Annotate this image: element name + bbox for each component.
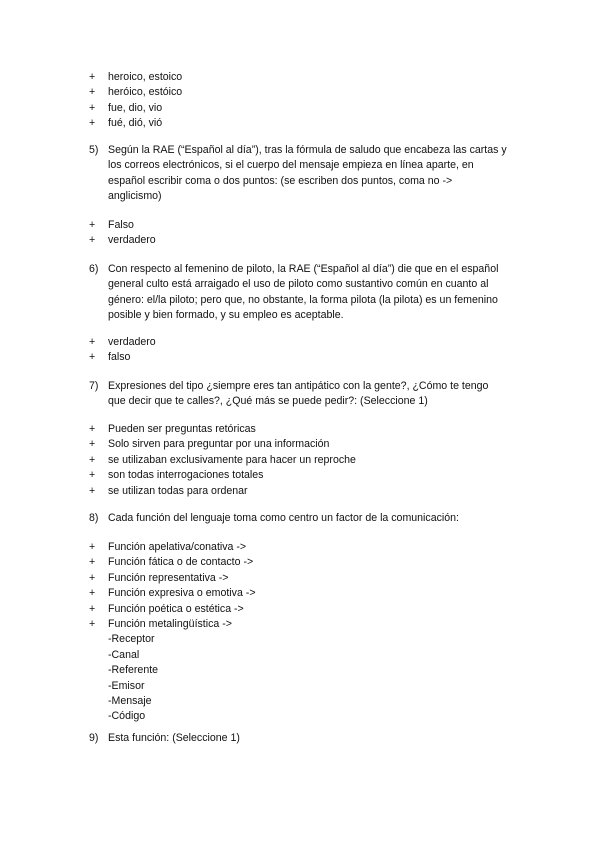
bullet: + [89,617,96,630]
option-text: fue, dio, vio [108,101,163,114]
list-item [0,70,600,85]
factor-item [0,648,600,663]
factor-item [0,663,600,678]
question-text-line: Con respecto al femenino de piloto, la RAE (“Español al día”) die que en el español [108,263,499,275]
factor-item [0,694,600,709]
option-text: se utilizan todas para ordenar [108,484,248,497]
option-text: verdadero [108,336,156,348]
question-text-line: general culto está arraigado el uso de piloto como sustantivo común en cuanto al [108,278,489,291]
option-text: Función apelativa/conativa -> [108,541,247,553]
bullet: + [89,423,96,435]
option-text: Falso [108,219,134,231]
option-text: heróico, estóico [108,86,183,99]
list-item [0,602,600,617]
factor-item [0,709,600,724]
bullet: + [89,351,96,364]
question-number: 9) [89,732,99,744]
bullet: + [89,469,96,482]
question-text-line: Esta función: (Seleccione 1) [108,732,240,744]
intro-options-list [0,70,600,132]
question-8 [0,511,600,526]
bullet: + [89,234,96,247]
list-item [0,571,600,586]
question-text-line: anglicismo) [108,190,162,203]
factor-text: -Canal [108,648,140,661]
question-text-line: Expresiones del tipo ¿siempre eres tan antipático con la gente?, ¿Cómo te tengo [108,380,489,392]
question-text-line: género: el/la piloto; pero que, no obstante, la forma pilota (la pilota) es un femenino [108,293,498,306]
bullet: + [89,438,96,451]
question-5-options [0,218,600,249]
list-item [0,350,600,365]
option-text: Función representativa -> [108,571,229,584]
list-item [0,555,600,570]
question-7 [0,379,600,410]
factor-text: -Receptor [108,633,155,646]
factor-text: -Código [108,710,146,723]
bullet: + [89,556,96,569]
bullet: + [89,86,96,99]
option-text: Solo sirven para preguntar por una información [108,438,330,451]
option-text: son todas interrogaciones totales [108,469,264,482]
option-text: Pueden ser preguntas retóricas [108,423,256,435]
option-text: verdadero [108,234,156,247]
option-text: heroico, estoico [108,71,183,83]
question-number: 6) [89,263,99,275]
question-9 [0,731,600,746]
option-text: Función fática o de contacto -> [108,556,254,569]
list-item [0,101,600,116]
question-text-line: Cada función del lenguaje toma como centro un factor de la comunicación: [108,512,459,524]
list-item [0,218,600,233]
list-item [0,540,600,555]
question-text-line: español escribir coma o dos puntos: (se escriben dos puntos, coma no -> [108,174,453,187]
question-text-line: posible y bien formado, y su empleo es aceptable. [108,309,344,322]
option-text: Función expresiva o emotiva -> [108,587,256,600]
question-text-line: los correos electrónicos, si el cuerpo del mensaje empieza en línea aparte, en [108,159,474,172]
factor-item [0,632,600,647]
factor-item [0,679,600,694]
question-5 [0,143,600,205]
bullet: + [89,336,96,348]
list-item [0,422,600,437]
question-6-options [0,335,600,366]
bullet: + [89,587,96,600]
bullet: + [89,117,96,130]
list-item [0,335,600,350]
list-item [0,586,600,601]
factor-text: -Referente [108,664,159,677]
question-7-options [0,422,600,499]
question-number: 5) [89,144,99,156]
option-text: se utilizaban exclusivamente para hacer un reproche [108,453,356,466]
option-text: Función metalingüística -> [108,617,232,630]
list-item [0,85,600,100]
bullet: + [89,571,96,584]
bullet: + [89,484,96,497]
question-number: 8) [89,512,99,524]
option-text: fué, dió, vió [108,117,163,130]
factor-text: -Emisor [108,679,145,692]
question-6 [0,262,600,324]
list-item [0,233,600,248]
question-8-options [0,540,600,725]
bullet: + [89,453,96,466]
list-item [0,484,600,499]
bullet: + [89,71,96,83]
list-item [0,617,600,632]
bullet: + [89,219,96,231]
question-text-line: que decir que te calles?, ¿Qué más se puede pedir?: (Seleccione 1) [108,395,428,408]
list-item [0,468,600,483]
list-item [0,437,600,452]
option-text: Función poética o estética -> [108,602,244,615]
bullet: + [89,101,96,114]
question-number: 7) [89,380,99,392]
bullet: + [89,602,96,615]
bullet: + [89,541,96,553]
factor-text: -Mensaje [108,694,152,707]
list-item [0,453,600,468]
option-text: falso [108,351,131,364]
question-text-line: Según la RAE (“Español al día”), tras la fórmula de saludo que encabeza las cartas y [108,144,507,156]
list-item [0,116,600,131]
